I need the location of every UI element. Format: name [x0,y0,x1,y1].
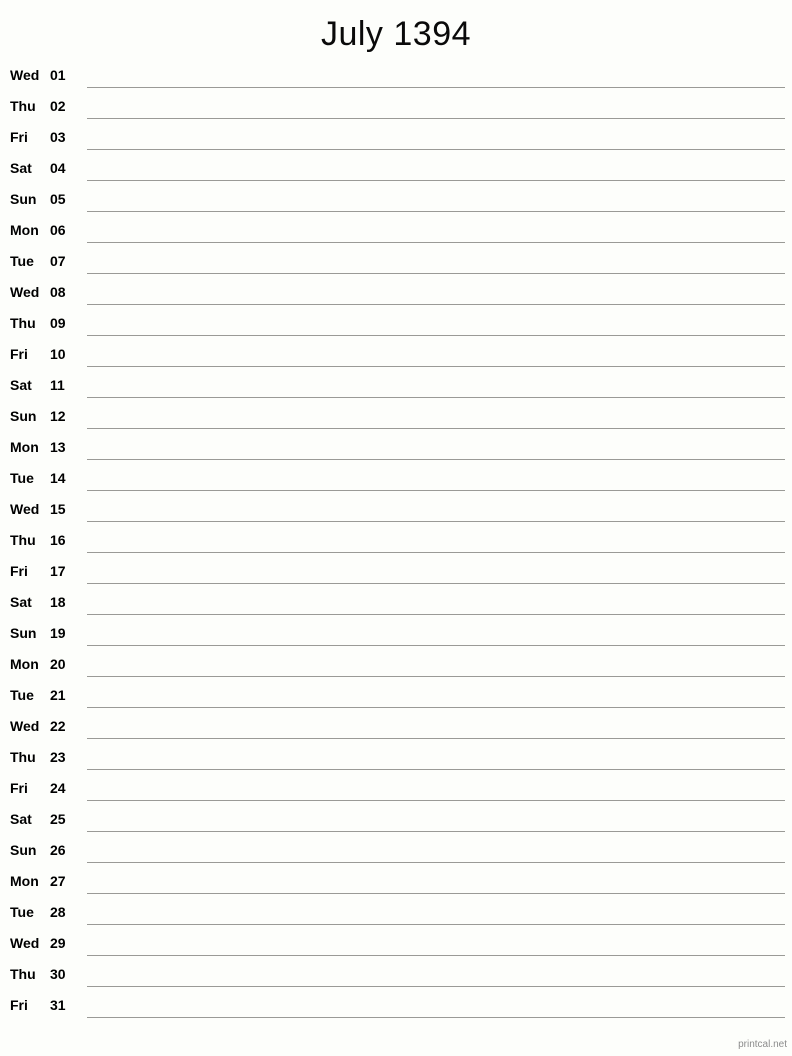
note-line [87,707,785,708]
day-row [0,679,792,710]
day-row [0,214,792,245]
note-line [87,149,785,150]
day-number: 08 [50,283,66,300]
day-number: 01 [50,66,66,83]
day-abbr: Sat [10,159,32,176]
note-line [87,614,785,615]
note-line [87,211,785,212]
day-number: 27 [50,872,66,889]
day-row [0,586,792,617]
day-row [0,834,792,865]
day-abbr: Thu [10,531,36,548]
day-abbr: Wed [10,934,40,951]
day-abbr: Tue [10,469,34,486]
day-abbr: Sun [10,624,37,641]
note-line [87,521,785,522]
day-number: 21 [50,686,66,703]
day-number: 10 [50,345,66,362]
day-rows [0,59,792,1020]
day-number: 17 [50,562,66,579]
day-number: 05 [50,190,66,207]
note-line [87,955,785,956]
note-line [87,242,785,243]
day-abbr: Sat [10,810,32,827]
day-abbr: Wed [10,717,40,734]
day-number: 28 [50,903,66,920]
note-line [87,552,785,553]
day-number: 15 [50,500,66,517]
day-number: 03 [50,128,66,145]
day-abbr: Tue [10,686,34,703]
day-row [0,524,792,555]
note-line [87,87,785,88]
page-title: July 1394 [320,15,472,53]
day-abbr: Fri [10,996,28,1013]
note-line [87,335,785,336]
day-abbr: Fri [10,128,28,145]
day-row [0,152,792,183]
day-abbr: Mon [10,221,39,238]
day-row [0,989,792,1020]
day-row [0,927,792,958]
note-line [87,366,785,367]
day-row [0,369,792,400]
day-abbr: Fri [10,345,28,362]
day-abbr: Sat [10,593,32,610]
day-abbr: Fri [10,562,28,579]
day-row [0,431,792,462]
note-line [87,676,785,677]
day-number: 23 [50,748,66,765]
note-line [87,428,785,429]
day-number: 14 [50,469,66,486]
note-line [87,304,785,305]
day-row [0,555,792,586]
day-number: 06 [50,221,66,238]
day-abbr: Sun [10,190,37,207]
day-number: 25 [50,810,66,827]
note-line [87,645,785,646]
day-abbr: Fri [10,779,28,796]
day-abbr: Tue [10,252,34,269]
note-line [87,862,785,863]
day-number: 31 [50,996,66,1013]
day-number: 18 [50,593,66,610]
day-row [0,400,792,431]
day-number: 30 [50,965,66,982]
day-number: 22 [50,717,66,734]
day-row [0,245,792,276]
note-line [87,490,785,491]
day-number: 24 [50,779,66,796]
watermark: printcal.net [738,1039,787,1050]
day-abbr: Wed [10,283,40,300]
day-abbr: Sun [10,841,37,858]
note-line [87,800,785,801]
note-line [87,459,785,460]
note-line [87,831,785,832]
day-number: 16 [50,531,66,548]
note-line [87,738,785,739]
day-abbr: Sun [10,407,37,424]
day-abbr: Sat [10,376,32,393]
note-line [87,1017,785,1018]
day-number: 13 [50,438,66,455]
day-row [0,710,792,741]
day-number: 29 [50,934,66,951]
note-line [87,924,785,925]
day-abbr: Thu [10,748,36,765]
day-row [0,183,792,214]
day-number: 19 [50,624,66,641]
day-abbr: Mon [10,438,39,455]
day-number: 26 [50,841,66,858]
day-number: 11 [50,376,65,393]
day-row [0,462,792,493]
day-row [0,90,792,121]
day-row [0,493,792,524]
day-abbr: Mon [10,872,39,889]
note-line [87,769,785,770]
day-number: 20 [50,655,66,672]
day-abbr: Tue [10,903,34,920]
day-abbr: Thu [10,965,36,982]
day-row [0,59,792,90]
day-abbr: Wed [10,500,40,517]
day-row [0,896,792,927]
day-abbr: Wed [10,66,40,83]
day-abbr: Thu [10,314,36,331]
note-line [87,986,785,987]
day-row [0,865,792,896]
day-number: 02 [50,97,66,114]
day-row [0,741,792,772]
day-number: 04 [50,159,66,176]
note-line [87,397,785,398]
note-line [87,273,785,274]
note-line [87,118,785,119]
day-row [0,648,792,679]
day-row [0,958,792,989]
note-line [87,893,785,894]
day-row [0,803,792,834]
day-row [0,772,792,803]
day-abbr: Thu [10,97,36,114]
day-number: 09 [50,314,66,331]
day-number: 12 [50,407,66,424]
note-line [87,180,785,181]
day-row [0,307,792,338]
day-abbr: Mon [10,655,39,672]
day-row [0,338,792,369]
day-number: 07 [50,252,66,269]
day-row [0,617,792,648]
note-line [87,583,785,584]
day-row [0,276,792,307]
day-row [0,121,792,152]
